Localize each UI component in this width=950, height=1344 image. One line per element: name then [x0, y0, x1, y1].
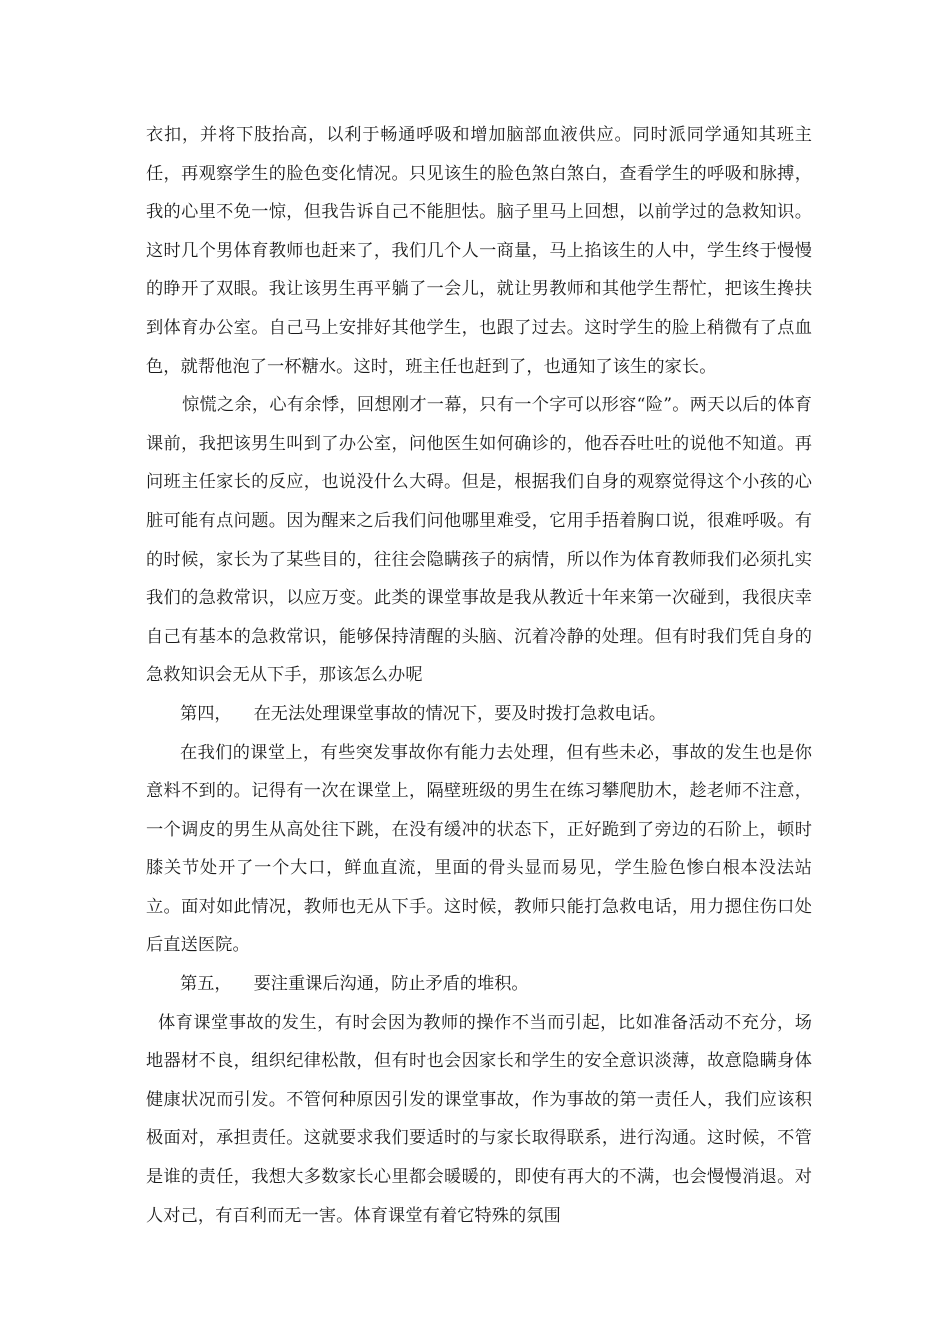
- section-heading-fifth: [146, 965, 812, 1004]
- section-heading-fourth-label: 第四，: [180, 703, 232, 724]
- section-heading-fourth: [146, 695, 812, 734]
- document-body: [146, 116, 812, 1235]
- section-heading-fifth-label: 第五，: [180, 974, 232, 995]
- paragraph-reflection: 惊慌之余，心有余悸，回想刚才一幕，只有一个字可以形容“险”。两天以后的体育课前，我把该男生叫到了办公室，问他医生如何确诊的，他吞吞吐吐的说他不知道。再问班主任家长的反应，也说没什么大碍。但是，根据我们自身的观察觉得这个小孩的心脏可能有点问题。因为醒来之后我们问他哪里难受，它用手捂着胸口说，很难呼吸。有的时候，家长为了某些目的，往往会隐瞒孩子的病情，所以作为体育教师我们必须扎实我们的急救常识，以应万变。此类的课堂事故是我从教近十年来第一次碰到，我很庆幸自己有基本的急救常识，能够保持清醒的头脑、沉着冷静的处理。但有时我们凭自身的急救知识会无从下手，那该怎么办呢: [146, 395, 812, 686]
- section-heading-fourth-text: 在无法处理课堂事故的情况下，要及时拨打急救电话。: [253, 703, 667, 724]
- section-heading-fifth-text: 要注重课后沟通，防止矛盾的堆积。: [253, 974, 529, 995]
- paragraph-emergency-call: 在我们的课堂上，有些突发事故你有能力去处理，但有些未必，事故的发生也是你意料不到的。记得有一次在课堂上，隔壁班级的男生在练习攀爬肋木，趁老师不注意，一个调皮的男生从高处往下跳，在没有缓冲的状态下，正好跪到了旁边的石阶上，顿时膝关节处开了一个大口，鲜血直流，里面的骨头显而易见，学生脸色惨白根本没法站立。面对如此情况，教师也无从下手。这时候，教师只能打急救电话，用力摁住伤口处后直送医院。: [146, 742, 812, 956]
- paragraph-communication: 体育课堂事故的发生，有时会因为教师的操作不当而引起，比如准备活动不充分，场地器材不良，组织纪律松散，但有时也会因家长和学生的安全意识淡薄，故意隐瞒身体健康状况而引发。不管何种原因引发的课堂事故，作为事故的第一责任人，我们应该积极面对，承担责任。这就要求我们要适时的与家长取得联系，进行沟通。这时候，不管是谁的责任，我想大多数家长心里都会暖暖的，即使有再大的不满，也会慢慢消退。对人对己，有百利而无一害。体育课堂有着它特殊的氛围: [146, 1012, 812, 1226]
- paragraph-first-aid-continuation: 衣扣，并将下肢抬高，以利于畅通呼吸和增加脑部血液供应。同时派同学通知其班主任，再观察学生的脸色变化情况。只见该生的脸色煞白煞白，查看学生的呼吸和脉搏，我的心里不免一惊，但我告诉自己不能胆怯。脑子里马上回想，以前学过的急救知识。这时几个男体育教师也赶来了，我们几个人一商量，马上掐该生的人中，学生终于慢慢的睁开了双眼。我让该男生再平躺了一会儿，就让男教师和其他学生帮忙，把该生搀扶到体育办公室。自己马上安排好其他学生，也跟了过去。这时学生的脸上稍微有了点血色，就帮他泡了一杯糖水。这时，班主任也赶到了，也通知了该生的家长。: [146, 125, 812, 377]
